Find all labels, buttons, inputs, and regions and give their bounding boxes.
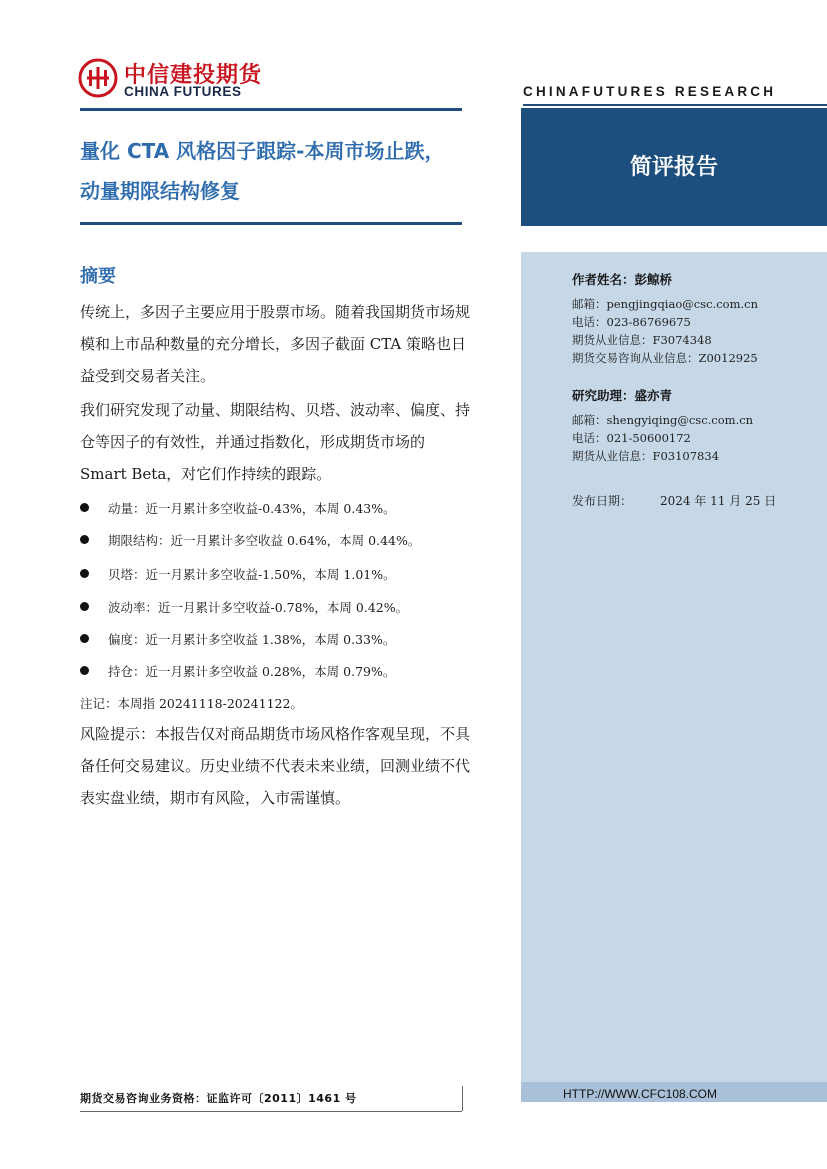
risk-warning: 风险提示：本报告仅对商品期货市场风格作客观呈现，不具备任何交易建议。历史业绩不代表未来业绩，回测业绩不代表实盘业绩，期市有风险，入市需谨慎。 xyxy=(80,725,471,807)
bullet-volatility: 波动率：近一月累计多空收益-0.78%，本周 0.42%。 xyxy=(108,600,409,615)
bullet-dot xyxy=(80,503,89,512)
author-email: 邮箱：pengjingqiao@csc.com.cn xyxy=(572,297,758,311)
bullet-dot xyxy=(80,666,89,675)
research-label: CHINAFUTURES RESEARCH xyxy=(523,84,777,99)
author-phone: 电话：023-86769675 xyxy=(572,315,691,329)
bullet-term-structure: 期限结构：近一月累计多空收益 0.64%，本周 0.44%。 xyxy=(108,533,421,548)
bullet-skewness: 偏度：近一月累计多空收益 1.38%，本周 0.33%。 xyxy=(108,632,396,647)
assistant-email: 邮箱：shengyiqing@csc.com.cn xyxy=(572,413,754,427)
report-title-line-2: 动量期限结构修复 xyxy=(80,179,240,203)
assistant-futures-license: 期货从业信息：F03107834 xyxy=(572,449,720,463)
title-top-rule xyxy=(80,108,462,111)
title-bottom-rule xyxy=(80,222,462,225)
footer-license: 期货交易咨询业务资格：证监许可〔2011〕1461 号 xyxy=(80,1092,357,1105)
footer-divider xyxy=(462,1086,463,1111)
author-consulting-license: 期货交易咨询从业信息：Z0012925 xyxy=(572,351,758,365)
summary-heading: 摘要 xyxy=(80,266,116,287)
author-heading: 作者姓名：彭鲸桥 xyxy=(572,272,673,287)
publish-date-label: 发布日期： xyxy=(572,494,633,508)
report-title-line-1: 量化 CTA 风格因子跟踪-本周市场止跌， xyxy=(80,139,445,163)
china-futures-logo-icon xyxy=(78,58,118,98)
assistant-heading: 研究助理：盛亦青 xyxy=(572,388,673,403)
week-note: 注记：本周指 20241118-20241122。 xyxy=(80,696,303,711)
bullet-beta: 贝塔：近一月累计多空收益-1.50%，本周 1.01%。 xyxy=(108,567,396,582)
logo-chinese-name: 中信建投期货 xyxy=(124,63,263,88)
footer-rule xyxy=(80,1111,462,1112)
bullet-dot xyxy=(80,569,89,578)
sidebar-panel xyxy=(521,252,827,1102)
report-type-label: 简评报告 xyxy=(629,155,718,180)
summary-paragraph-2: 我们研究发现了动量、期限结构、贝塔、波动率、偏度、持仓等因子的有效性，并通过指数化，形成期货市场的 Smart Beta，对它们作持续的跟踪。 xyxy=(80,401,471,483)
summary-paragraph-1: 传统上，多因子主要应用于股票市场。随着我国期货市场规模和上市品种数量的充分增长，多因子截面 CTA 策略也日益受到交易者关注。 xyxy=(80,303,471,385)
bullet-dot xyxy=(80,602,89,611)
author-futures-license: 期货从业信息：F3074348 xyxy=(572,333,712,347)
logo-english-name: CHINA FUTURES xyxy=(124,84,242,99)
header-right-rule xyxy=(523,104,827,106)
bullet-open-interest: 持仓：近一月累计多空收益 0.28%，本周 0.79%。 xyxy=(108,664,396,679)
footer-website-link[interactable]: HTTP://WWW.CFC108.COM xyxy=(563,1087,717,1101)
bullet-dot xyxy=(80,634,89,643)
bullet-dot xyxy=(80,535,89,544)
assistant-phone: 电话：021-50600172 xyxy=(572,431,691,445)
bullet-momentum: 动量：近一月累计多空收益-0.43%，本周 0.43%。 xyxy=(108,501,396,516)
publish-date-value: 2024 年 11 月 25 日 xyxy=(660,494,777,508)
